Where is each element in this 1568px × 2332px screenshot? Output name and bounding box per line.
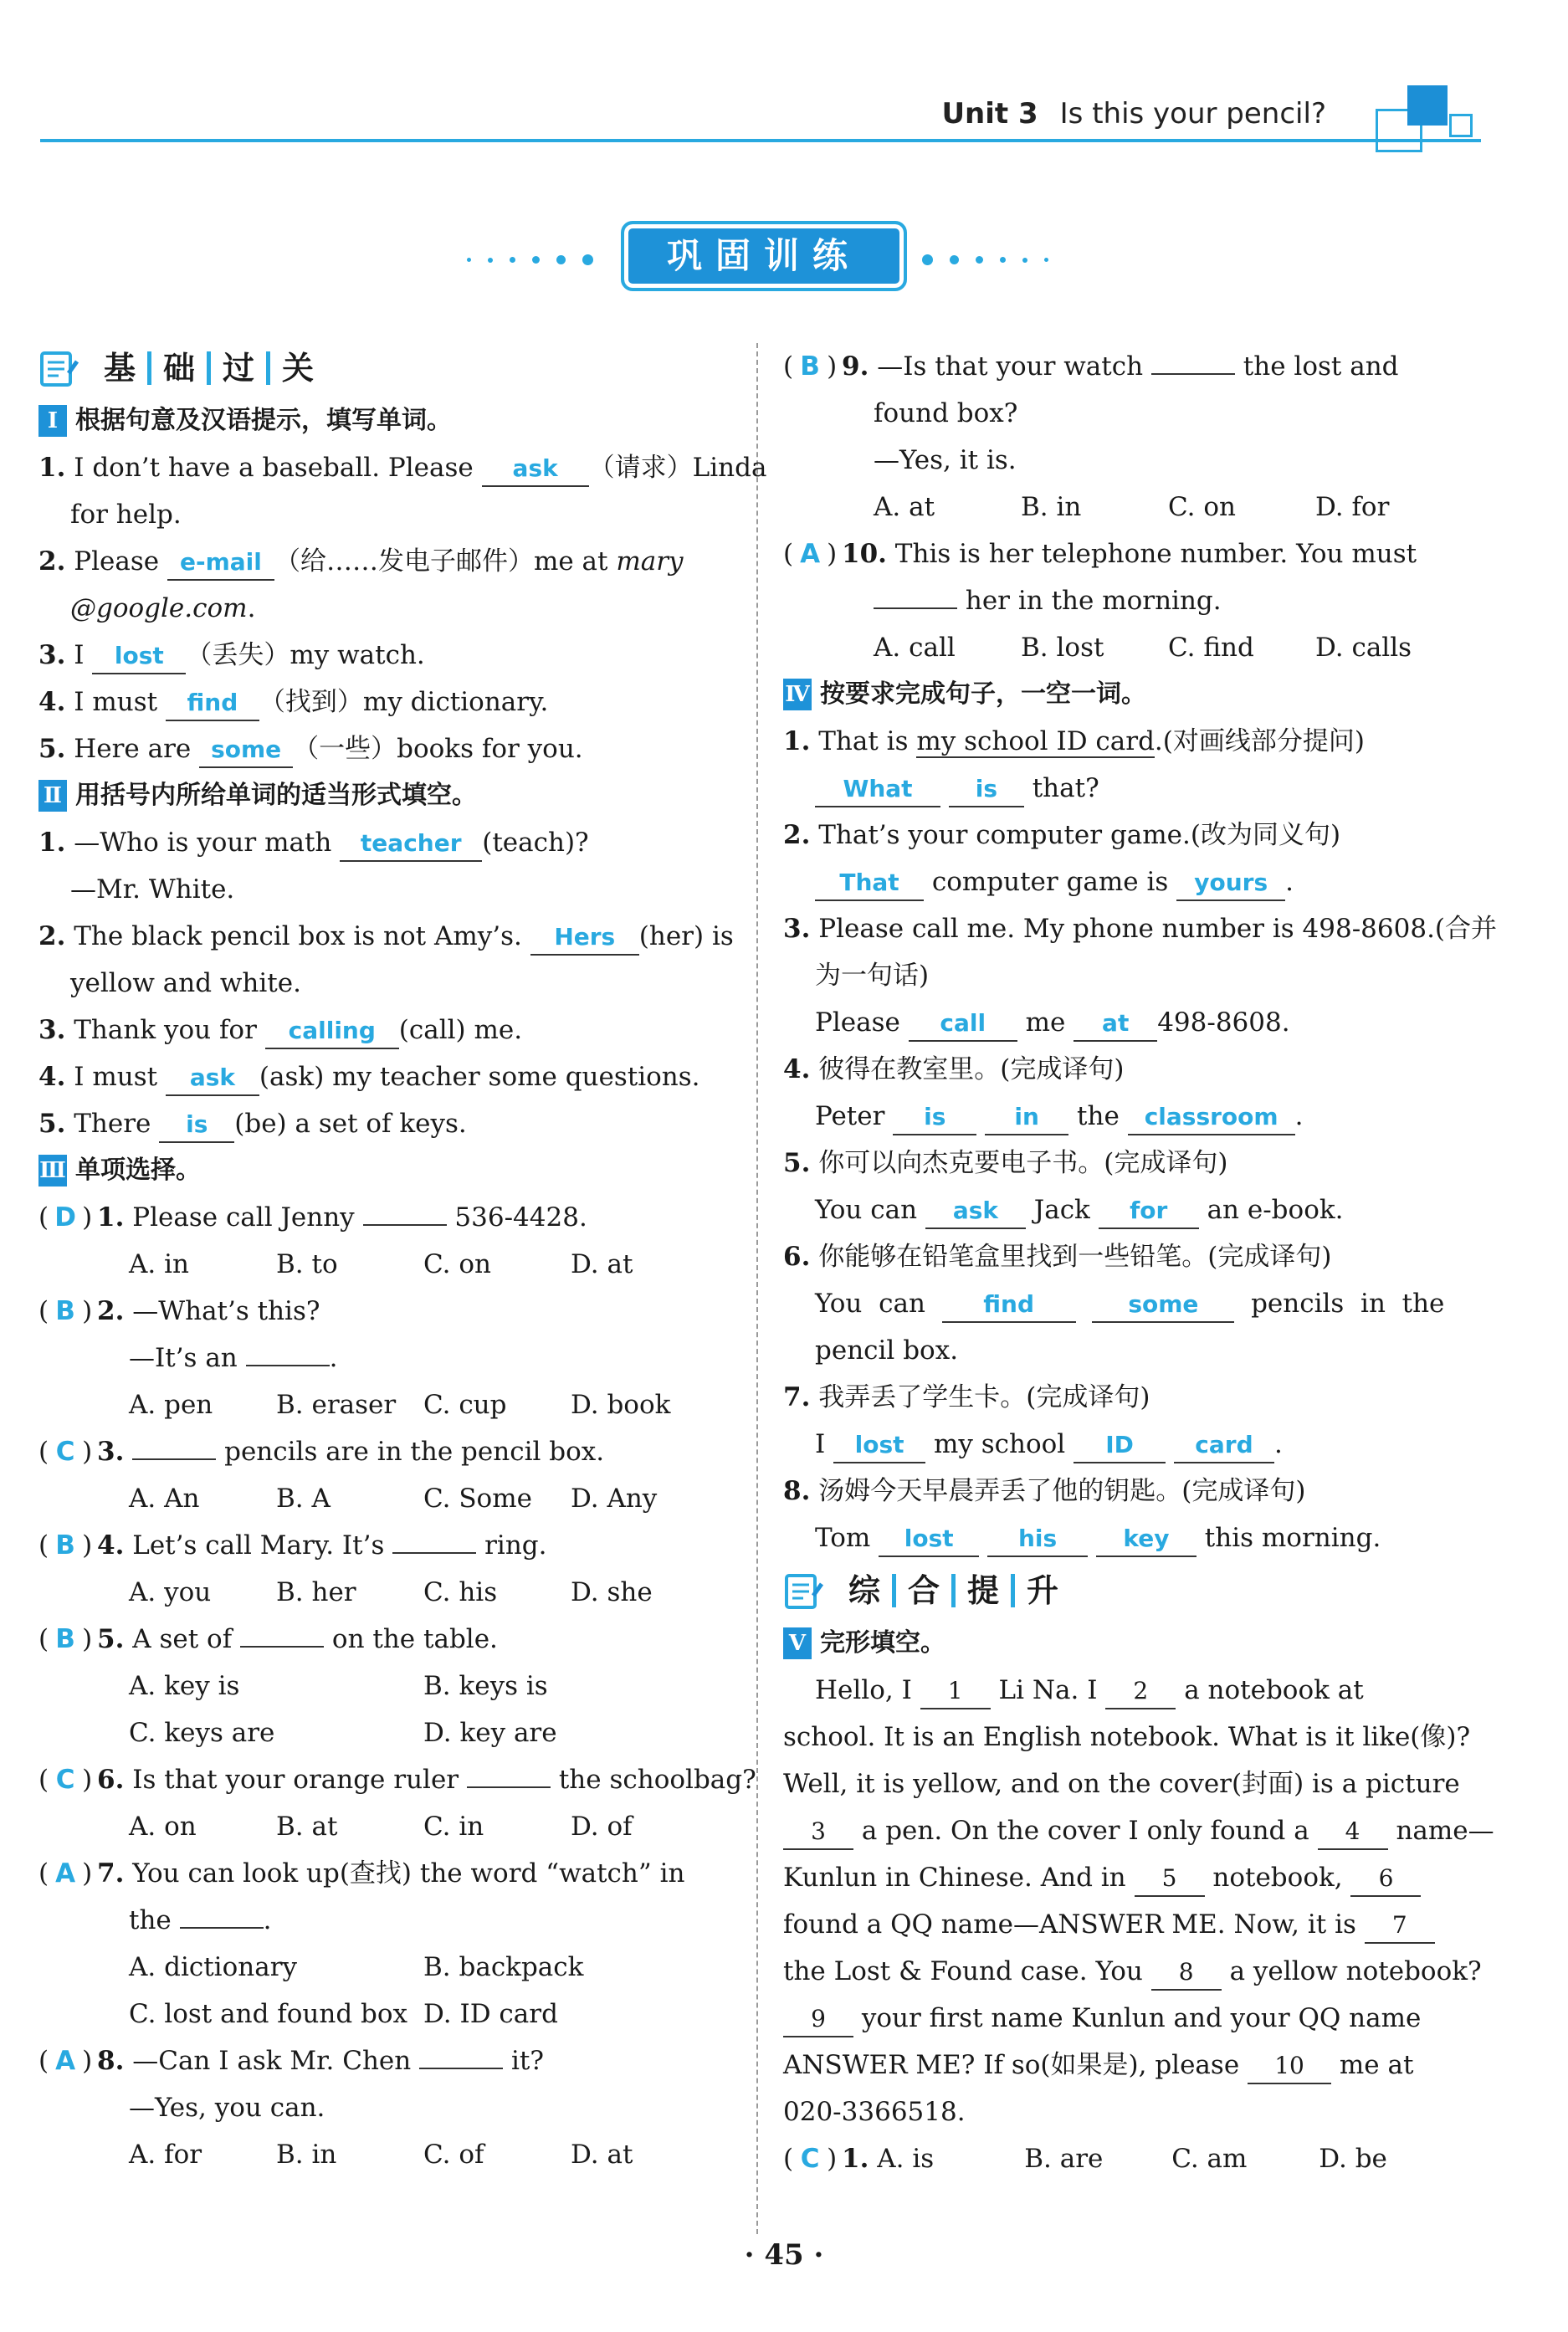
column-divider [756,343,758,2234]
answer-field[interactable]: call [909,1007,1017,1042]
question-row: You can ask Jack for an e-book. [783,1187,1486,1233]
cloze-blank: 3 [783,1815,853,1850]
notepad-icon [783,1571,823,1611]
question-row: 8. 汤姆今天早晨弄丢了他的钥匙。(完成译句) [783,1476,1306,1506]
mc-question: her in the morning. [783,577,1486,624]
cloze-blank: 4 [1318,1815,1388,1850]
mc-options: A. on B. at C. in D. of [129,1812,633,1842]
question-row: I lost my school ID card . [783,1421,1486,1468]
question-row: 1. —Who is your math teacher (teach)? [38,819,741,866]
answer-field[interactable]: ask [925,1194,1026,1229]
blank [1151,348,1235,375]
mc-question: ( C ) 1. A. is B. are C. am D. be [783,2135,1486,2182]
question-row: 4. I must find （找到）my dictionary. [38,679,741,725]
heading-char: 关 [282,350,315,387]
decor-dots [459,251,602,261]
mc-question: ( B ) 9. —Is that your watch the lost and [783,343,1486,390]
page-header [40,84,1481,142]
answer-field[interactable]: is [893,1100,976,1135]
question-row: 3. Please call me. My phone number is 498-8608.(合并 [783,914,1498,944]
cloze-line: Kunlun in Chinese. And in 5 notebook, 6 [783,1854,1486,1901]
cloze-blank: 8 [1151,1955,1222,1991]
page-number: · 45 · [744,2238,824,2272]
blank [132,1433,216,1460]
heading-char: 基 [104,350,136,387]
answer-field[interactable]: at [1074,1007,1157,1042]
mc-options: A. you B. her C. his D. she [129,1577,653,1607]
cloze-blank: 9 [783,2002,853,2037]
mc-answer[interactable]: C [800,2144,820,2174]
answer-field[interactable]: yours [1176,866,1285,901]
question-row: 5. Here are some （一些）books for you. [38,725,741,772]
answer-field[interactable]: some [1092,1288,1234,1323]
answer-field[interactable]: for [1099,1194,1199,1229]
mc-answer[interactable]: B [55,1296,75,1326]
decor-dots [914,251,1057,261]
cloze-line: 020-3366518. [783,2097,966,2127]
mc-answer[interactable]: B [800,351,820,382]
question-row: 4. 彼得在教室里。(完成译句) [783,1054,1125,1084]
cloze-blank: 5 [1135,1862,1205,1897]
part-i-heading: Ⅰ 根据句意及汉语提示，填写单词。 [38,397,741,444]
answer-field[interactable]: e-mail [167,546,274,581]
question-row: 5. 你可以向杰克要电子书。(完成译句) [783,1148,1228,1178]
answer-field[interactable]: ID [1074,1428,1166,1463]
answer-field[interactable]: lost [92,639,186,674]
heading-char: 升 [1027,1572,1059,1609]
question-row: 5. There is (be) a set of keys. [38,1100,741,1147]
mc-question: ( C ) 6. Is that your orange ruler the schoolbag? [38,1756,741,1803]
answer-field[interactable]: ask [482,452,589,487]
question-row: 3. Thank you for calling (call) me. [38,1007,741,1053]
question-row: 3. I lost （丢失）my watch. [38,632,741,679]
question-row: —Mr. White. [70,874,235,905]
answer-field[interactable]: card [1174,1428,1274,1463]
question-row: yellow and white. [70,968,301,998]
heading-char: 过 [223,350,255,387]
mc-options: A. in B. to C. on D. at [129,1249,633,1279]
answer-field[interactable]: teacher [340,827,482,862]
cloze-line: 9 your first name Kunlun and your QQ name [783,1995,1486,2042]
question-row: 4. I must ask (ask) my teacher some questions. [38,1053,741,1100]
header-rule [40,139,1481,142]
question-row: 1. I don’t have a baseball. Please ask （请求）Linda [38,444,741,491]
unit-title: Unit 3 Is this your pencil? [941,97,1326,131]
heading-char: 合 [908,1572,940,1609]
mc-options: A. key is B. keys is [129,1671,548,1701]
section-advanced-heading [783,1561,1486,1620]
mc-options: A. pen B. eraser C. cup D. book [129,1390,671,1420]
mc-answer[interactable]: D [54,1202,76,1233]
blank [467,1761,551,1788]
decor-square-icon [1407,85,1448,126]
cloze-blank: 6 [1350,1862,1421,1897]
question-row: That computer game is yours . [783,858,1486,905]
mc-answer[interactable]: C [55,1765,75,1795]
mc-question: ( A ) 10. This is her telephone number. You must [783,530,1486,577]
blank [246,1340,330,1366]
mc-options: A. at B. in C. on D. for [874,492,1390,522]
cloze-line: found a QQ name—ANSWER ME. Now, it is 7 [783,1901,1486,1948]
answer-field[interactable]: What [815,772,940,807]
heading-char: 综 [848,1572,881,1609]
cloze-blank: 1 [920,1674,991,1709]
mc-options: A. call B. lost C. find D. calls [874,633,1412,663]
mc-question: —Yes, it is. [874,445,1017,475]
cloze-blank: 2 [1105,1674,1176,1709]
question-row: 为一句话) [815,961,930,991]
mc-question: ( C ) 3. pencils are in the pencil box. [38,1428,741,1475]
mc-question: ( B ) 2. —What’s this? [38,1288,741,1335]
cloze-blank: 7 [1365,1909,1435,1944]
section-basic-heading [38,339,741,397]
cloze-line: ANSWER ME? If so(如果是), please 10 me at [783,2042,1486,2089]
answer-field[interactable]: lost [879,1522,979,1557]
answer-field[interactable]: his [987,1522,1088,1557]
answer-field[interactable]: That [815,866,924,901]
mc-question: ( A ) 8. —Can I ask Mr. Chen it? [38,2037,741,2084]
mc-answer[interactable]: A [55,2046,76,2076]
cloze-line: 3 a pen. On the cover I only found a 4 name— [783,1807,1486,1854]
mc-question: found box? [874,398,1018,428]
answer-field[interactable]: some [199,733,293,768]
mc-answer[interactable]: C [55,1437,75,1467]
answer-field[interactable]: is [949,772,1024,807]
question-row: 2. Please e-mail （给……发电子邮件）me at mary [38,538,741,585]
question-row: Peter is in the classroom . [783,1093,1486,1140]
question-row: Please call me at 498-8608. [783,999,1486,1046]
section-banner: 巩固训练 [621,221,907,291]
decor-square-icon [1449,114,1473,137]
right-column [783,343,1498,2182]
mc-question: —It’s an . [38,1335,741,1381]
question-row: Tom lost his key this morning. [783,1515,1486,1561]
part-iii-heading: Ⅲ 单项选择。 [39,1156,201,1185]
mc-answer[interactable]: A [55,1858,76,1889]
question-row: 2. The black pencil box is not Amy’s. Hers (her) is [38,913,741,960]
answer-field[interactable]: lost [833,1428,925,1463]
mc-options: A. dictionary B. backpack [129,1952,584,1982]
heading-char: 提 [967,1572,1000,1609]
question-row: 2. That’s your computer game.(改为同义句) [783,820,1341,850]
blank [419,2042,503,2069]
heading-char: 础 [163,350,196,387]
blank [240,1621,324,1648]
question-row: @google.com. [70,593,256,623]
answer-field[interactable]: find [942,1288,1076,1323]
cloze-line: the Lost & Found case. You 8 a yellow notebook? [783,1948,1486,1995]
answer-field[interactable]: ask [166,1061,259,1096]
answer-field[interactable]: key [1096,1522,1196,1557]
blank [874,582,957,609]
left-column [38,339,767,2178]
mc-question: ( B ) 4. Let’s call Mary. It’s ring. [38,1522,741,1569]
question-row: 6. 你能够在铅笔盒里找到一些铅笔。(完成译句) [783,1242,1332,1272]
mc-question: ( A ) 7. You can look up(查找) the word “watch” in [38,1850,741,1897]
mc-question: ( D ) 1. Please call Jenny 536-4428. [38,1194,741,1241]
part-v-heading: Ⅴ 完形填空。 [783,1620,1486,1667]
answer-field[interactable]: is [159,1108,234,1143]
mc-answer[interactable]: B [55,1624,75,1654]
answer-field[interactable]: calling [265,1014,399,1049]
notepad-icon [38,348,79,388]
question-row: 7. 我弄丢了学生卡。(完成译句) [783,1382,1150,1412]
mc-options: C. keys are D. key are [129,1718,557,1748]
cloze-line: school. It is an English notebook. What is it like(像)? [783,1722,1471,1752]
mc-options: A. An B. A C. Some D. Any [129,1484,658,1514]
mc-answer[interactable]: B [55,1530,75,1561]
question-row: What is that? [783,765,1486,812]
mc-answer[interactable]: A [800,539,821,569]
mc-options: C. lost and found box D. ID card [129,1999,558,2029]
blank [392,1527,476,1554]
question-row: pencil box. [815,1335,959,1366]
answer-field[interactable]: classroom [1128,1100,1295,1135]
question-row: You can find some pencils in the [783,1280,1486,1327]
blank [363,1199,447,1226]
mc-question: ( B ) 5. A set of on the table. [38,1616,741,1663]
question-row: 1. That is my school ID card.(对画线部分提问) [783,726,1365,756]
cloze-line: Well, it is yellow, and on the cover(封面) is a picture [783,1769,1460,1799]
blank [180,1902,264,1929]
mc-question: the . [38,1897,741,1944]
mc-question: —Yes, you can. [129,2093,325,2123]
question-row: for help. [70,500,182,530]
mc-options: A. for B. in C. of D. at [129,2140,633,2170]
answer-field[interactable]: Hers [530,920,639,956]
part-iv-heading: Ⅳ 按要求完成句子，一空一词。 [783,671,1486,718]
cloze-line: Hello, I 1 Li Na. I 2 a notebook at [783,1667,1486,1714]
part-ii-heading: Ⅱ 用括号内所给单词的适当形式填空。 [38,772,741,819]
answer-field[interactable]: find [166,686,259,721]
cloze-blank: 10 [1248,2049,1331,2084]
answer-field[interactable]: in [985,1100,1068,1135]
